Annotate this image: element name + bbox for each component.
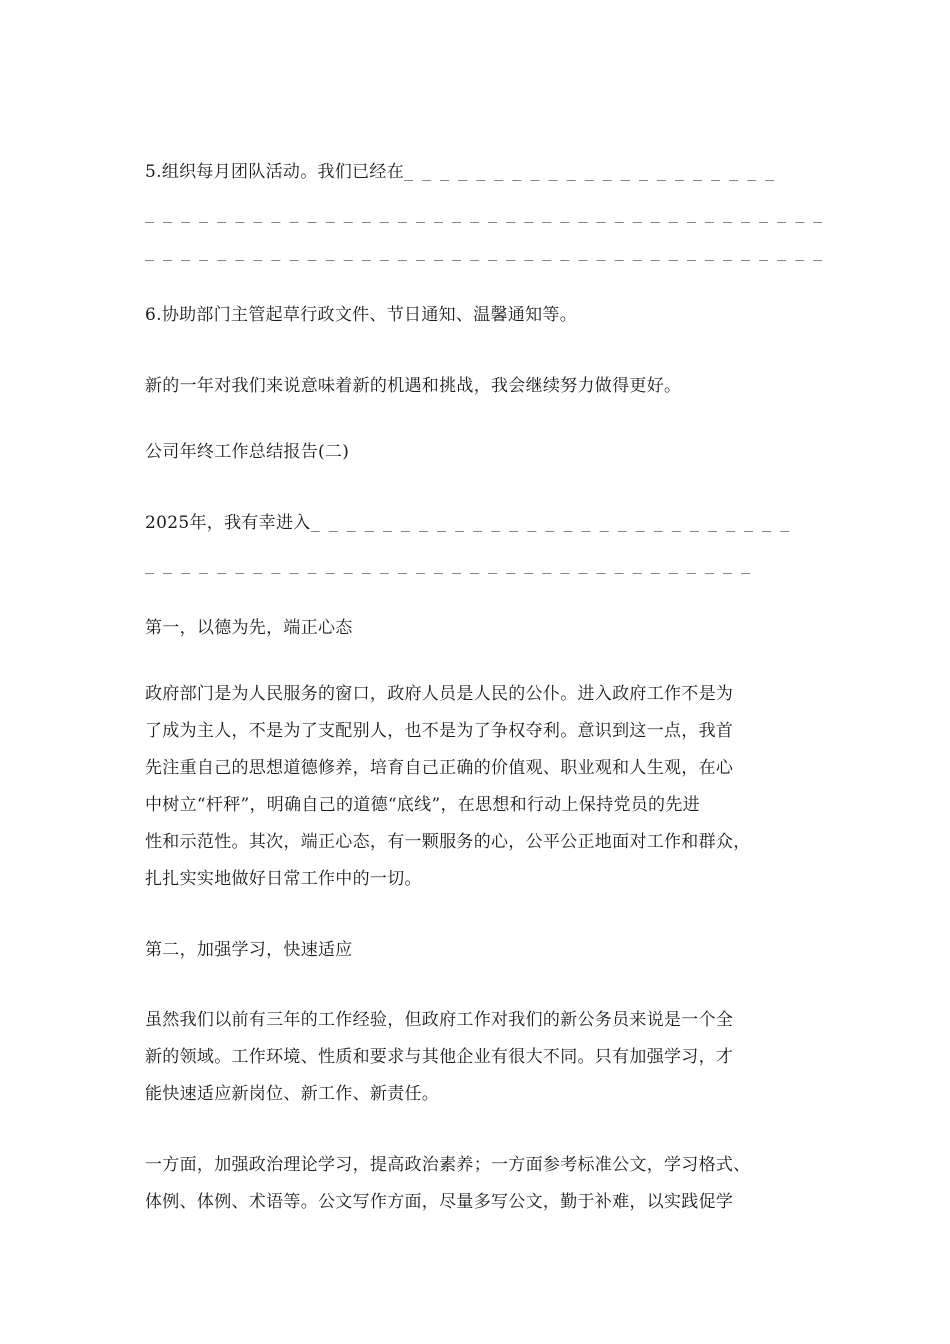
paragraph-1-line: 先注重自己的思想道德修养，培育自己正确的价值观、职业观和人生观，在心 [145,758,734,778]
heading-first: 第一，以德为先，端正心态 [145,618,353,638]
paragraph-1-line: 性和示范性。其次，端正心态，有一颗服务的心，公平公正地面对工作和群众， [145,832,751,852]
intro-line [145,511,789,535]
paragraph-2-line: 能快速适应新岗位、新工作、新责任。 [145,1084,440,1104]
paragraph-3-line: 一方面，加强政治理论学习，提高政治素养；一方面参考标准公文，学习格式、 [145,1155,751,1175]
paragraph-1-line: 了成为主人，不是为了支配别人，也不是为了争权夺利。意识到这一点，我首 [145,721,734,741]
fill-blank-line [145,202,822,226]
paragraph-2-line: 虽然我们以前有三年的工作经验，但政府工作对我们的新公务员来说是一个全 [145,1010,734,1030]
closing-line: 新的一年对我们来说意味着新的机遇和挑战，我会继续努力做得更好。 [145,376,682,396]
fill-blank-dashes: _ _ _ _ _ _ _ _ _ _ _ _ _ _ _ _ _ _ _ _ _ [404,163,775,181]
paragraph-1-line: 扎扎实实地做好日常工作中的一切。 [145,869,422,889]
fill-blank-line [145,240,822,264]
paragraph-3-line: 体例、体例、术语等。公文写作方面，尽量多写公文，勤于补难，以实践促学 [145,1192,734,1212]
fill-blank-dashes: _ _ _ _ _ _ _ _ _ _ _ _ _ _ _ _ _ _ _ _ _ _ _ _ _ _ _ _ _ _ _ _ _ _ _ _ _ _ [145,243,823,261]
fill-blank-line [145,553,750,577]
fill-blank-dashes: _ _ _ _ _ _ _ _ _ _ _ _ _ _ _ _ _ _ _ _ _ _ _ _ _ _ _ _ _ _ _ _ _ _ _ _ _ _ [145,205,823,223]
paragraph-2-line: 新的领域。工作环境、性质和要求与其他企业有很大不同。只有加强学习，才 [145,1047,734,1067]
paragraph-1-line: 中树立“杆秤”，明确自己的道德“底线”，在思想和行动上保持党员的先进 [145,795,700,815]
intro-text: 2025年，我有幸进入 [145,513,311,533]
item-5-text: 5.组织每月团队活动。我们已经在 [145,162,405,182]
paragraph-1-line: 政府部门是为人民服务的窗口，政府人员是人民的公仆。进入政府工作不是为 [145,684,734,704]
heading-second: 第二，加强学习，快速适应 [145,940,353,960]
item-6-line: 6.协助部门主管起草行政文件、节日通知、温馨通知等。 [145,305,578,325]
section-title: 公司年终工作总结报告(二) [145,442,350,462]
item-5-line [145,160,774,184]
fill-blank-dashes: _ _ _ _ _ _ _ _ _ _ _ _ _ _ _ _ _ _ _ _ _ _ _ _ _ _ _ [310,514,790,532]
fill-blank-dashes: _ _ _ _ _ _ _ _ _ _ _ _ _ _ _ _ _ _ _ _ _ _ _ _ _ _ _ _ _ _ _ _ _ _ [145,556,751,574]
